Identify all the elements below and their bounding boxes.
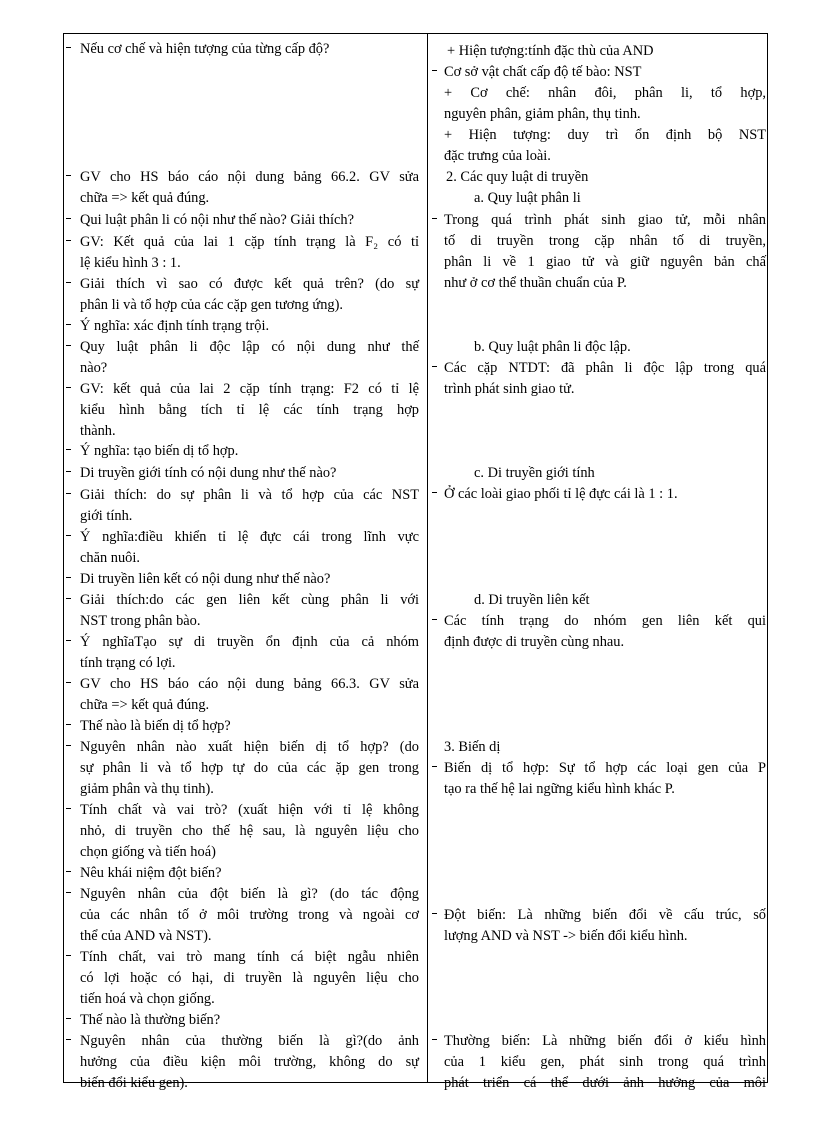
bullet-dash — [66, 493, 71, 494]
left-paragraph — [80, 737, 419, 800]
bullet-dash — [66, 1018, 71, 1019]
text-line: Biến dị tổ hợp: Sự tổ hợp các loại gen của P — [444, 760, 766, 776]
text-line: Di truyền giới tính có nội dung như thế nào? — [80, 465, 337, 481]
text-line: Các tính trạng do nhóm gen liên kết qui — [444, 613, 766, 629]
text-line: phát triển cá thể dưới ảnh hưởng của môi — [444, 1075, 766, 1091]
bullet-dash — [66, 175, 71, 176]
bullet-dash — [66, 892, 71, 893]
bullet-dash — [432, 619, 437, 620]
bullet-dash — [432, 766, 437, 767]
text-line: tạo ra thế hệ lai ngững kiểu hình khác P. — [444, 781, 675, 797]
text-line: Nêu khái niệm đột biến? — [80, 865, 222, 881]
text-line: Các cặp NTDT: đã phân li độc lập trong quá — [444, 360, 766, 376]
bullet-dash — [432, 218, 437, 219]
left-paragraph — [80, 274, 419, 316]
column-divider — [427, 34, 428, 1082]
text-line: Ý nghĩaTạo sự di truyền ổn định của cả nhóm — [80, 634, 419, 650]
text-line: đặc trưng của loài. — [444, 148, 551, 164]
text-line: + Hiện tượng:tính đặc thù của AND — [447, 43, 654, 59]
text-line: sự phân li và tổ hợp tự do của các ặp gen trong — [80, 760, 419, 776]
left-paragraph — [80, 632, 419, 674]
left-paragraph — [80, 441, 419, 462]
text-line: d. Di truyền liên kết — [474, 592, 590, 608]
text-line: GV cho HS báo cáo nội dung bảng 66.2. GV sửa — [80, 169, 419, 185]
text-line: 3. Biến dị — [444, 739, 501, 755]
text-line: lệ kiểu hình 3 : 1. — [80, 255, 181, 271]
text-line: biến đổi kiểu gen). — [80, 1075, 188, 1091]
bullet-dash — [66, 577, 71, 578]
text-line: trình phát sinh giao tử. — [444, 381, 575, 397]
bullet-dash — [432, 1039, 437, 1040]
bullet-dash — [66, 240, 71, 241]
text-line: nhỏ, di truyền cho thế hệ sau, là nguyên liệu cho — [80, 823, 419, 839]
right-paragraph — [444, 737, 766, 758]
bullet-dash — [66, 640, 71, 641]
left-paragraph — [80, 232, 419, 274]
text-line: chọn giống và tiến hoá) — [80, 844, 216, 860]
bullet-dash — [66, 745, 71, 746]
bullet-dash — [66, 871, 71, 872]
text-line: phân li về 1 giao tử và giữ nguyên bản chấ — [444, 254, 766, 270]
text-line: nguyên phân, giảm phân, thụ tinh. — [444, 106, 641, 122]
text-line: Tính chất, vai trò mang tính cá biệt ngẫu nhiên — [80, 949, 419, 965]
left-paragraph — [80, 379, 419, 442]
bullet-dash — [66, 682, 71, 683]
left-paragraph — [80, 316, 419, 337]
bullet-dash — [432, 366, 437, 367]
right-paragraph — [444, 905, 766, 947]
content-table — [63, 33, 768, 1091]
text-line: Giải thích: do sự phân li và tổ hợp của các NST — [80, 487, 419, 503]
text-line: thành. — [80, 423, 116, 439]
left-paragraph — [80, 947, 419, 1010]
text-line: định được di truyền cùng nhau. — [444, 634, 625, 650]
text-line: Trong quá trình phát sinh giao tử, mỗi nhân — [444, 212, 766, 228]
text-line: kiểu hình bằng tích tỉ lệ các tính trạng hợp — [80, 402, 419, 418]
left-paragraph — [80, 716, 419, 737]
text-line: Qui luật phân li có nội như thế nào? Giải thích? — [80, 212, 354, 228]
text-line: b. Quy luật phân li độc lập. — [474, 339, 631, 355]
right-paragraph — [444, 83, 766, 125]
text-line: nào? — [80, 360, 108, 376]
text-line: như ở cơ thể thuần chuẩn của P. — [444, 275, 627, 291]
bullet-dash — [66, 345, 71, 346]
text-line: GV: kết quả của lai 2 cặp tính trạng: F2 có tỉ lệ — [80, 381, 419, 397]
text-line: của các nhân tố ở môi trường trong và ngoài cơ — [80, 907, 419, 923]
text-line: Giải thích:do các gen liên kết cùng phân li với — [80, 592, 419, 608]
bullet-dash — [66, 449, 71, 450]
text-line: GV: Kết quả của lai 1 cặp tính trạng là F₂ có tỉ — [80, 234, 419, 250]
text-line: Nguyên nhân nào xuất hiện biến dị tổ hợp? (do — [80, 739, 419, 755]
left-paragraph — [80, 1010, 419, 1031]
right-paragraph — [444, 611, 766, 653]
bullet-dash — [66, 724, 71, 725]
bullet-dash — [66, 808, 71, 809]
bullet-dash — [66, 282, 71, 283]
text-line: Nếu cơ chế và hiện tượng của từng cấp độ? — [80, 41, 330, 57]
bullet-dash — [66, 598, 71, 599]
text-line: tố di truyền trong cặp nhân tố di truyền, — [444, 233, 766, 249]
bullet-dash — [66, 535, 71, 536]
left-paragraph — [80, 337, 419, 379]
bullet-dash — [66, 324, 71, 325]
bullet-dash — [432, 913, 437, 914]
text-line: Giải thích vì sao có được kết quả trên? (do sự — [80, 276, 419, 292]
text-line: chữa => kết quả đúng. — [80, 697, 210, 713]
text-line: giới tính. — [80, 508, 133, 524]
text-line: Nguyên nhân của đột biến là gì? (do tác động — [80, 886, 419, 902]
left-paragraph — [80, 210, 419, 231]
bullet-dash — [432, 70, 437, 71]
text-line: có lợi hoặc có hại, di truyền là nguyên liệu cho — [80, 970, 419, 986]
text-line: Ở các loài giao phối tỉ lệ đực cái là 1 : 1. — [444, 486, 678, 502]
text-line: Quy luật phân li độc lập có nội dung như thế — [80, 339, 419, 355]
right-paragraph — [444, 337, 766, 358]
bullet-dash — [66, 1039, 71, 1040]
text-line: c. Di truyền giới tính — [474, 465, 595, 481]
right-paragraph — [444, 188, 766, 209]
text-line: phân li và tổ hợp của các cặp gen tương ứng). — [80, 297, 343, 313]
right-paragraph — [444, 210, 766, 294]
left-paragraph — [80, 527, 419, 569]
left-paragraph — [80, 485, 419, 527]
text-line: Nguyên nhân của thường biến là gì?(do ảnh — [80, 1033, 419, 1049]
right-paragraph — [444, 1031, 766, 1094]
text-line: GV cho HS báo cáo nội dung bảng 66.3. GV sửa — [80, 676, 419, 692]
text-line: Ý nghĩa:điều khiển tỉ lệ đực cái trong lĩnh vực — [80, 529, 419, 545]
bullet-dash — [66, 955, 71, 956]
text-line: Thế nào là biến dị tổ hợp? — [80, 718, 231, 734]
left-paragraph — [80, 167, 419, 209]
left-paragraph — [80, 569, 419, 590]
bullet-dash — [66, 218, 71, 219]
bullet-dash — [432, 492, 437, 493]
text-line: chăn nuôi. — [80, 550, 140, 566]
text-line: lượng AND và NST -> biến đổi kiểu hình. — [444, 928, 688, 944]
right-paragraph — [444, 125, 766, 167]
left-paragraph — [80, 674, 419, 716]
text-line: Thế nào là thường biến? — [80, 1012, 221, 1028]
right-paragraph — [444, 758, 766, 800]
text-line: Ý nghĩa: xác định tính trạng trội. — [80, 318, 270, 334]
text-line: Tính chất và vai trò? (xuất hiện với tỉ lệ không — [80, 802, 419, 818]
right-paragraph — [444, 167, 766, 188]
bullet-dash — [66, 471, 71, 472]
right-paragraph — [444, 590, 766, 611]
right-paragraph — [444, 41, 766, 62]
right-paragraph — [444, 463, 766, 484]
left-paragraph — [80, 1031, 419, 1094]
left-paragraph — [80, 863, 419, 884]
left-paragraph — [80, 463, 419, 484]
text-line: của 1 kiểu gen, phát sinh trong quá trình — [444, 1054, 766, 1070]
left-paragraph — [80, 800, 419, 863]
text-line: thể của AND và NST). — [80, 928, 212, 944]
text-line: 2. Các quy luật di truyền — [446, 169, 589, 185]
text-line: Thường biến: Là những biến đổi ở kiểu hình — [444, 1033, 766, 1049]
left-paragraph — [80, 884, 419, 947]
text-line: NST trong phân bào. — [80, 613, 201, 629]
text-line: + Cơ chế: nhân đôi, phân li, tổ hợp, — [444, 85, 766, 101]
text-line: Cơ sở vật chất cấp độ tế bào: NST — [444, 64, 642, 80]
text-line: chữa => kết quả đúng. — [80, 190, 210, 206]
left-paragraph — [80, 590, 419, 632]
right-paragraph — [444, 484, 766, 505]
text-line: Ý nghĩa: tạo biến dị tổ hợp. — [80, 443, 239, 459]
text-line: tiến hoá và chọn giống. — [80, 991, 215, 1007]
text-line: Đột biến: Là những biến đổi về cấu trúc, số — [444, 907, 766, 923]
right-paragraph — [444, 358, 766, 400]
bullet-dash — [66, 47, 71, 48]
text-line: giảm phân và thụ tinh). — [80, 781, 214, 797]
text-line: hưởng của điều kiện môi trường, không do sự — [80, 1054, 419, 1070]
text-line: + Hiện tượng: duy trì ổn định bộ NST — [444, 127, 766, 143]
bullet-dash — [66, 387, 71, 388]
text-line: tính trạng có lợi. — [80, 655, 176, 671]
text-line: a. Quy luật phân li — [474, 190, 581, 206]
right-paragraph — [444, 62, 766, 83]
left-paragraph — [80, 39, 419, 60]
text-line: Di truyền liên kết có nội dung như thế nào? — [80, 571, 331, 587]
